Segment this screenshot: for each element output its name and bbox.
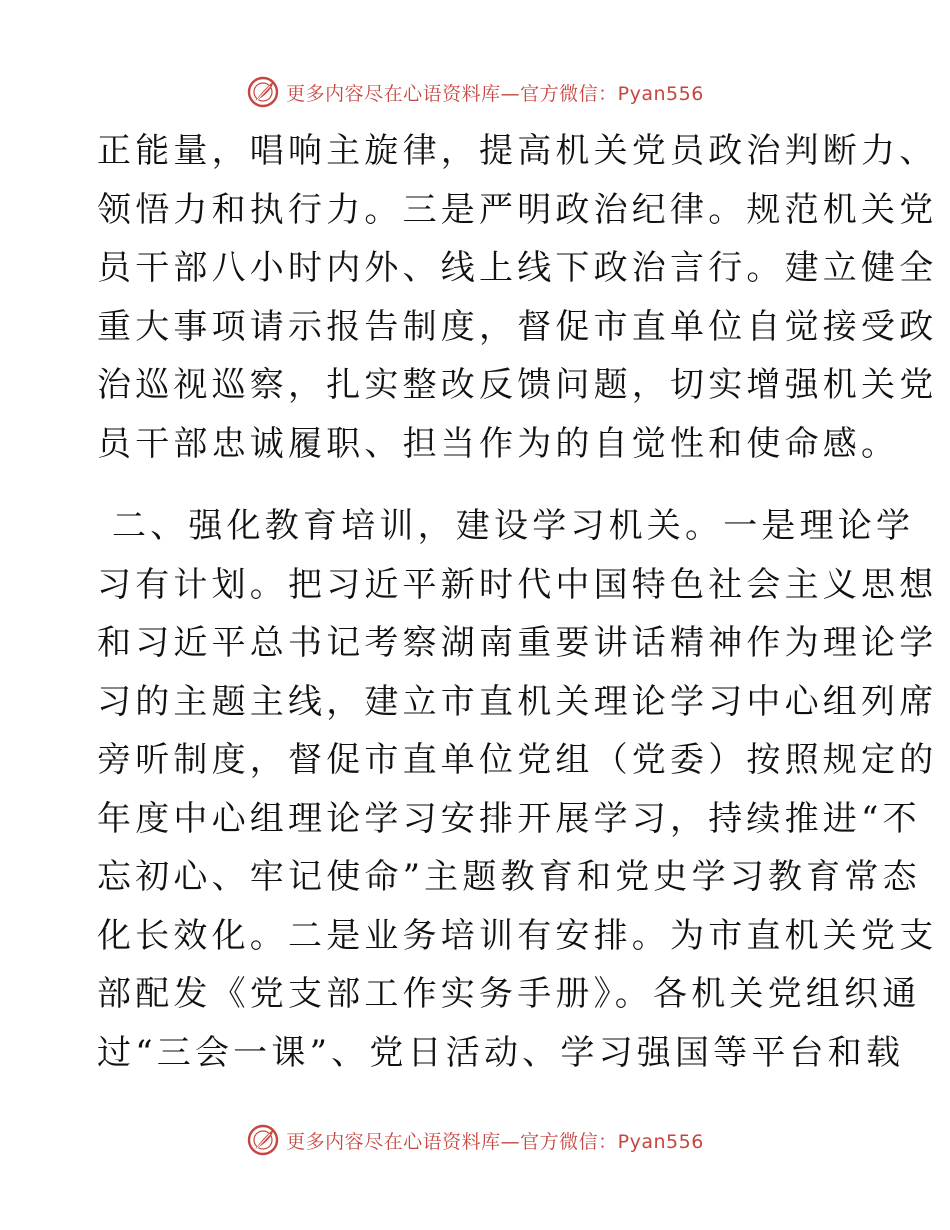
wechat-id: Pyan556 [617, 1130, 704, 1153]
footer-banner [0, 1120, 950, 1160]
text-line: 忘初心、牢记使命”主题教育和党史学习教育常态 [97, 857, 921, 897]
text-line: 员干部八小时内外、线上线下政治言行。建立健全 [97, 248, 938, 288]
text-line: 重大事项请示报告制度，督促市直单位自觉接受政 [97, 306, 938, 347]
header-banner [0, 72, 950, 112]
banner-text: 更多内容尽在心语资料库—官方微信：Pyan556 [286, 1130, 704, 1153]
text-line: 领悟力和执行力。三是严明政治纪律。规范机关党 [97, 189, 938, 230]
text-line: 化长效化。二是业务培训有安排。为市直机关党支 [97, 915, 938, 956]
text-line: 过“三会一课”、党日活动、学习强国等平台和载 [97, 1032, 905, 1073]
paragraph-2 [97, 497, 938, 1082]
feather-seal-icon [246, 1123, 280, 1157]
text-line: 治巡视巡察，扎实整改反馈问题，切实增强机关党 [97, 365, 938, 405]
feather-seal-icon [246, 75, 280, 109]
text-line: 习有计划。把习近平新时代中国特色社会主义思想 [97, 564, 938, 605]
wechat-id: Pyan556 [617, 82, 704, 105]
text-line: 二、强化教育培训，建设学习机关。一是理论学 [97, 506, 915, 546]
text-line: 和习近平总书记考察湖南重要讲话精神作为理论学 [97, 623, 938, 663]
text-line: 旁听制度，督促市直单位党组（党委）按照规定的 [97, 740, 938, 780]
text-line: 部配发《党支部工作实务手册》。各机关党组织通 [97, 974, 921, 1014]
text-line: 习的主题主线，建立市直机关理论学习中心组列席 [97, 681, 938, 722]
document-body [97, 122, 938, 1082]
paragraph-1 [97, 122, 938, 473]
text-line: 员干部忠诚履职、担当作为的自觉性和使命感。 [97, 423, 900, 464]
text-line: 年度中心组理论学习安排开展学习，持续推进“不 [97, 798, 921, 839]
banner-text: 更多内容尽在心语资料库—官方微信：Pyan556 [286, 82, 704, 105]
text-line: 正能量，唱响主旋律，提高机关党员政治判断力、 [97, 131, 938, 171]
